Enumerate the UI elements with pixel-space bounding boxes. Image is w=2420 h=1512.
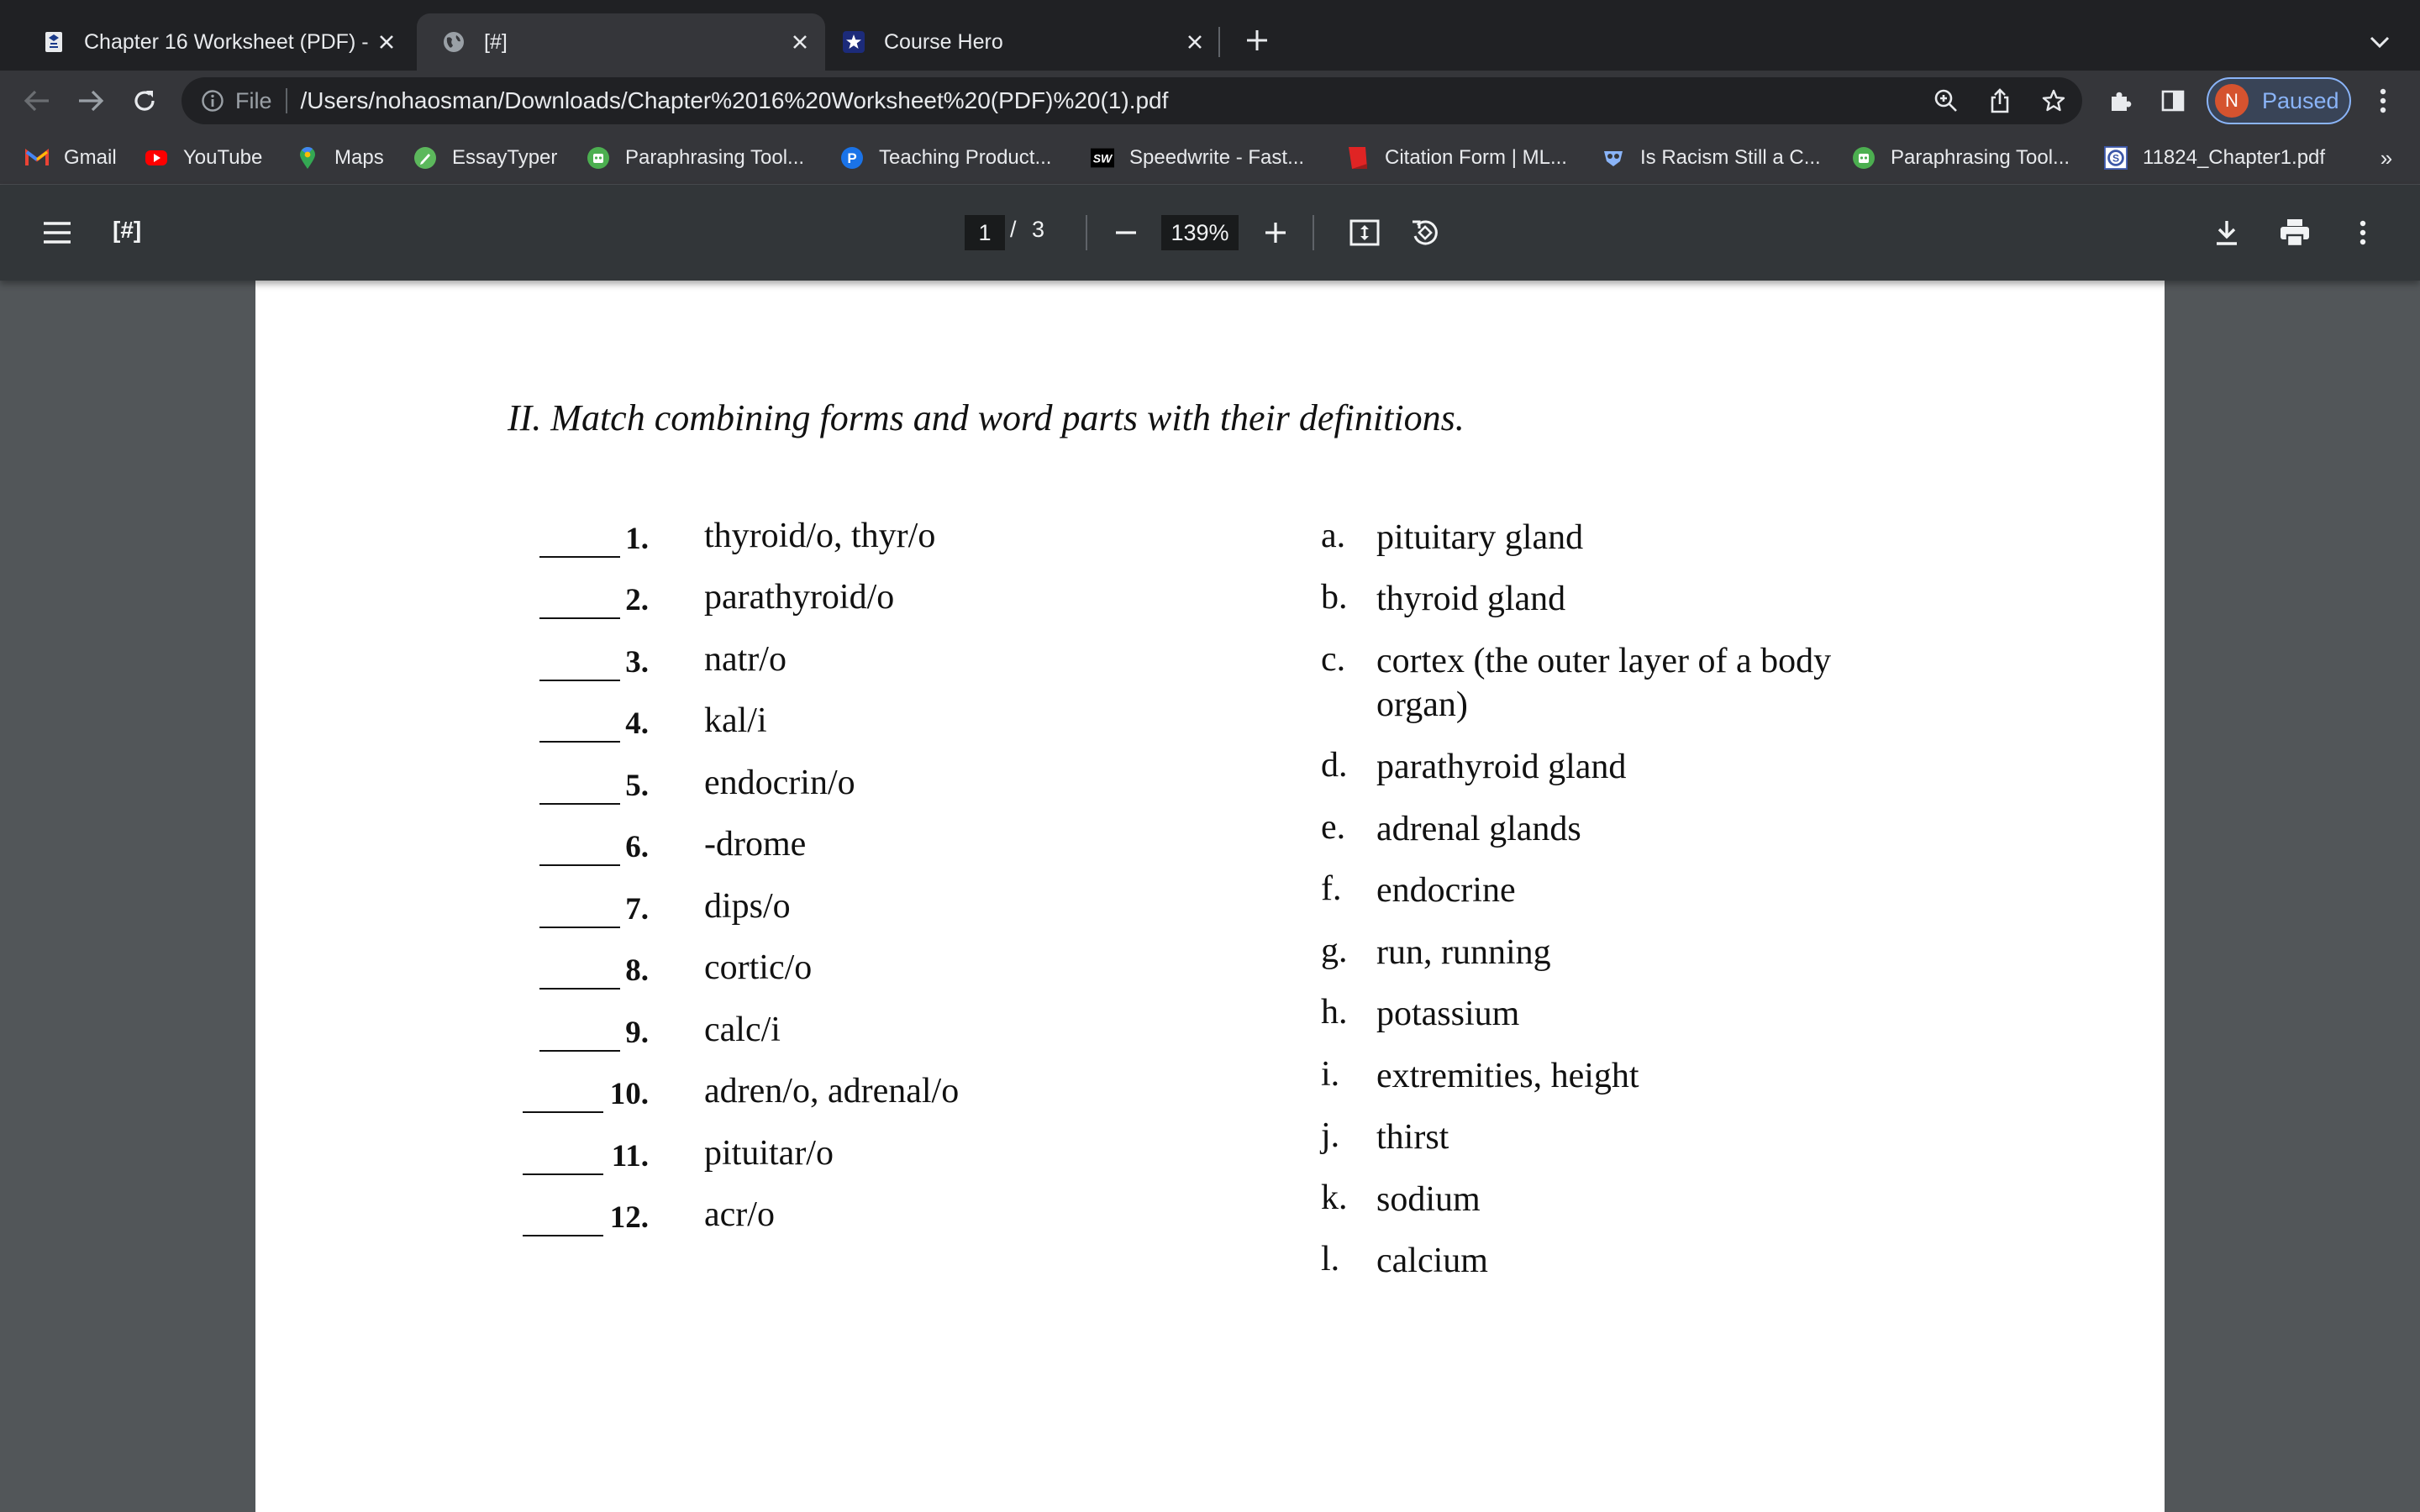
sidebar-menu-button[interactable] — [35, 211, 79, 255]
side-panel-button[interactable] — [2154, 82, 2191, 119]
bookmarks-bar — [0, 131, 2420, 185]
definition-text: cortex (the outer layer of a body — [1376, 642, 1832, 680]
paraphrasing-icon — [587, 146, 610, 170]
zoom-out-button[interactable] — [1104, 211, 1148, 255]
reload-icon — [132, 88, 157, 113]
chevron-down-icon — [2370, 35, 2390, 49]
question-number: 6. — [625, 830, 649, 864]
svg-text:SW: SW — [1092, 151, 1113, 165]
definition-text: adrenal glands — [1376, 810, 1581, 848]
kebab-menu-icon — [2380, 88, 2386, 113]
question-row — [255, 824, 1096, 871]
question-row — [255, 1194, 1096, 1242]
paraphrasing-icon — [1852, 146, 1876, 170]
definition-letter: b. — [1321, 578, 1348, 617]
reload-button[interactable] — [126, 82, 163, 119]
page-separator: / — [1010, 217, 1017, 242]
definition-text: thirst — [1376, 1118, 1449, 1157]
fit-to-page-button[interactable] — [1343, 211, 1386, 255]
question-number: 11. — [611, 1139, 649, 1173]
page-number-input[interactable]: 1 — [965, 215, 1005, 250]
tab-strip — [0, 0, 2420, 71]
section-heading: II. Match combining forms and word parts with their definitions. — [508, 397, 1465, 438]
definition-text: pituitary gland — [1376, 518, 1584, 557]
definition-text-continued: organ) — [1376, 685, 1468, 724]
definition-text: sodium — [1376, 1180, 1481, 1219]
question-number: 12. — [609, 1200, 649, 1235]
question-number: 2. — [625, 583, 649, 617]
pdf-doc-icon — [2104, 146, 2128, 170]
question-text: calc/i — [704, 1011, 781, 1049]
tab-active-page[interactable] — [417, 13, 825, 71]
bookmark-gmail[interactable] — [25, 143, 117, 173]
bookmark-citation-form[interactable] — [1346, 143, 1567, 173]
definition-text: endocrine — [1376, 871, 1516, 910]
bookmark-label: YouTube — [183, 146, 263, 169]
tab-title: [#] — [484, 29, 508, 54]
course-hero-star-icon — [842, 30, 865, 54]
definition-letter: j. — [1321, 1116, 1340, 1155]
question-text: pituitar/o — [704, 1134, 834, 1173]
question-number: 3. — [625, 645, 649, 680]
svg-text:P: P — [847, 150, 857, 166]
definition-text: thyroid gland — [1376, 580, 1566, 618]
question-row — [255, 639, 1096, 686]
new-tab-button[interactable] — [1240, 24, 1274, 57]
definition-letter: f. — [1321, 869, 1342, 908]
tab-course-hero[interactable] — [817, 13, 1220, 71]
bookmark-star-icon[interactable] — [2035, 82, 2072, 119]
definition-letter: e. — [1321, 808, 1346, 847]
rotate-icon — [1410, 218, 1440, 248]
print-icon — [2280, 218, 2310, 247]
bookmark-teaching-product[interactable] — [840, 143, 1051, 173]
bookmark-maps[interactable] — [296, 143, 384, 173]
svg-text:S: S — [2112, 152, 2120, 165]
bookmark-label: 11824_Chapter1.pdf — [2143, 146, 2326, 169]
close-tab-icon[interactable] — [371, 27, 402, 57]
download-icon — [2214, 219, 2239, 246]
pdf-toolbar — [0, 185, 2420, 281]
fit-page-icon — [1349, 219, 1380, 246]
toolbar-divider — [1313, 215, 1314, 250]
back-button[interactable] — [18, 82, 55, 119]
zoom-in-button[interactable] — [1254, 211, 1297, 255]
definition-letter: l. — [1321, 1240, 1340, 1278]
bookmark-label: Citation Form | ML... — [1385, 146, 1567, 169]
question-number: 1. — [625, 522, 649, 556]
bookmark-paraphrasing-tool[interactable] — [587, 143, 804, 173]
question-text: acr/o — [704, 1195, 775, 1234]
tab-title: Chapter 16 Worksheet (PDF) - — [84, 29, 369, 54]
question-text: cortic/o — [704, 948, 813, 987]
side-panel-icon — [2161, 90, 2185, 112]
toolbar-divider — [1086, 215, 1087, 250]
print-button[interactable] — [2273, 211, 2317, 255]
info-icon[interactable] — [200, 88, 225, 113]
plus-icon — [1245, 29, 1269, 52]
question-row — [255, 948, 1096, 995]
browser-toolbar — [0, 71, 2420, 131]
definition-text: calcium — [1376, 1242, 1488, 1280]
close-tab-icon[interactable] — [1180, 27, 1210, 57]
close-tab-icon[interactable] — [785, 27, 815, 57]
question-text: kal/i — [704, 701, 767, 740]
citation-icon — [1346, 146, 1370, 170]
question-text: thyroid/o, thyr/o — [704, 517, 936, 555]
essaytyper-icon — [413, 146, 437, 170]
bookmark-is-racism-still[interactable] — [1602, 143, 1821, 173]
definition-letter: d. — [1321, 746, 1348, 785]
bookmark-label: Maps — [334, 146, 384, 169]
bookmarks-overflow-button[interactable]: » — [2380, 144, 2393, 171]
gmail-icon — [25, 146, 49, 170]
tab-divider — [1218, 27, 1220, 57]
question-number: 4. — [625, 706, 649, 741]
question-text: endocrin/o — [704, 764, 855, 802]
bookmark-paraphrasing-tool-2[interactable] — [1852, 143, 2070, 173]
bookmark-11824-chapter1[interactable] — [2104, 143, 2325, 173]
url-text[interactable]: /Users/nohaosman/Downloads/Chapter%2016%20Worksheet%20(PDF)%20(1).pdf — [300, 87, 1169, 113]
bookmark-label: Paraphrasing Tool... — [1891, 146, 2070, 169]
pdf-more-options-button[interactable] — [2341, 211, 2385, 255]
tab-search-button[interactable] — [2363, 25, 2396, 59]
pdf-page — [255, 281, 2165, 1512]
question-number: 7. — [625, 892, 649, 927]
puzzle-icon — [2108, 88, 2133, 113]
bookmark-speedwrite[interactable] — [1091, 143, 1304, 173]
definition-letter: k. — [1321, 1179, 1348, 1217]
bookmark-label: Speedwrite - Fast... — [1129, 146, 1305, 169]
bookmark-label: Is Racism Still a C... — [1640, 146, 1821, 169]
definition-text: run, running — [1376, 933, 1551, 972]
definition-letter: h. — [1321, 993, 1348, 1032]
avatar: N — [2215, 84, 2249, 118]
plus-icon — [1264, 221, 1287, 244]
bookmark-label: Gmail — [64, 146, 117, 169]
definition-text: parathyroid gland — [1376, 748, 1627, 786]
definition-letter: i. — [1321, 1055, 1340, 1094]
back-arrow-icon — [24, 89, 50, 113]
question-row — [255, 577, 1096, 624]
pinterest-icon — [840, 146, 864, 170]
tab-chapter-16-worksheet[interactable] — [17, 13, 412, 71]
download-button[interactable] — [2205, 211, 2249, 255]
question-row — [255, 1010, 1096, 1057]
page-total: 3 — [1032, 217, 1045, 242]
bookmark-essaytyper[interactable] — [413, 143, 557, 173]
omnibox-divider — [286, 88, 287, 113]
pdf-document-title: [#] — [113, 217, 142, 243]
tab-title: Course Hero — [884, 29, 1003, 54]
question-text: -drome — [704, 825, 807, 864]
question-number: 5. — [625, 769, 649, 803]
bookmark-youtube[interactable] — [145, 143, 262, 173]
address-bar[interactable] — [182, 77, 2082, 124]
profile-status-label: Paused — [2262, 87, 2339, 113]
definition-letter: g. — [1321, 932, 1348, 970]
question-number: 10. — [609, 1077, 649, 1111]
youtube-icon — [145, 146, 168, 170]
question-text: dips/o — [704, 887, 791, 926]
definition-text: extremities, height — [1376, 1057, 1639, 1095]
definition-letter: c. — [1321, 640, 1346, 679]
bookmark-label: Paraphrasing Tool... — [625, 146, 805, 169]
speedwrite-icon — [1091, 146, 1114, 170]
question-text: adren/o, adrenal/o — [704, 1072, 960, 1110]
kebab-menu-icon — [2360, 220, 2366, 245]
question-row — [255, 701, 1096, 748]
question-number: 8. — [625, 953, 649, 988]
minus-icon — [1114, 221, 1138, 244]
zoom-level-input[interactable]: 139% — [1161, 215, 1239, 250]
forward-button[interactable] — [72, 82, 109, 119]
racism-site-icon — [1602, 146, 1625, 170]
maps-icon — [296, 146, 319, 170]
bookmark-label: EssayTyper — [452, 146, 558, 169]
globe-icon — [442, 30, 466, 54]
question-row — [255, 516, 1096, 563]
question-row — [255, 886, 1096, 933]
extensions-button[interactable] — [2102, 82, 2139, 119]
browser-menu-button[interactable] — [2365, 82, 2402, 119]
rotate-button[interactable] — [1403, 211, 1447, 255]
bookmark-label: Teaching Product... — [879, 146, 1052, 169]
question-text: parathyroid/o — [704, 578, 895, 617]
course-favicon-icon — [42, 30, 66, 54]
share-icon[interactable] — [1981, 82, 2018, 119]
question-row — [255, 1071, 1096, 1118]
url-scheme-label: File — [235, 87, 272, 113]
hamburger-menu-icon — [43, 221, 71, 244]
forward-arrow-icon — [77, 89, 104, 113]
question-number: 9. — [625, 1016, 649, 1050]
zoom-icon[interactable] — [1928, 82, 1965, 119]
question-row — [255, 1133, 1096, 1180]
question-text: natr/o — [704, 640, 786, 679]
profile-button[interactable] — [2207, 77, 2351, 124]
definition-letter: a. — [1321, 517, 1346, 555]
question-row — [255, 763, 1096, 810]
definition-text: potassium — [1376, 995, 1520, 1033]
